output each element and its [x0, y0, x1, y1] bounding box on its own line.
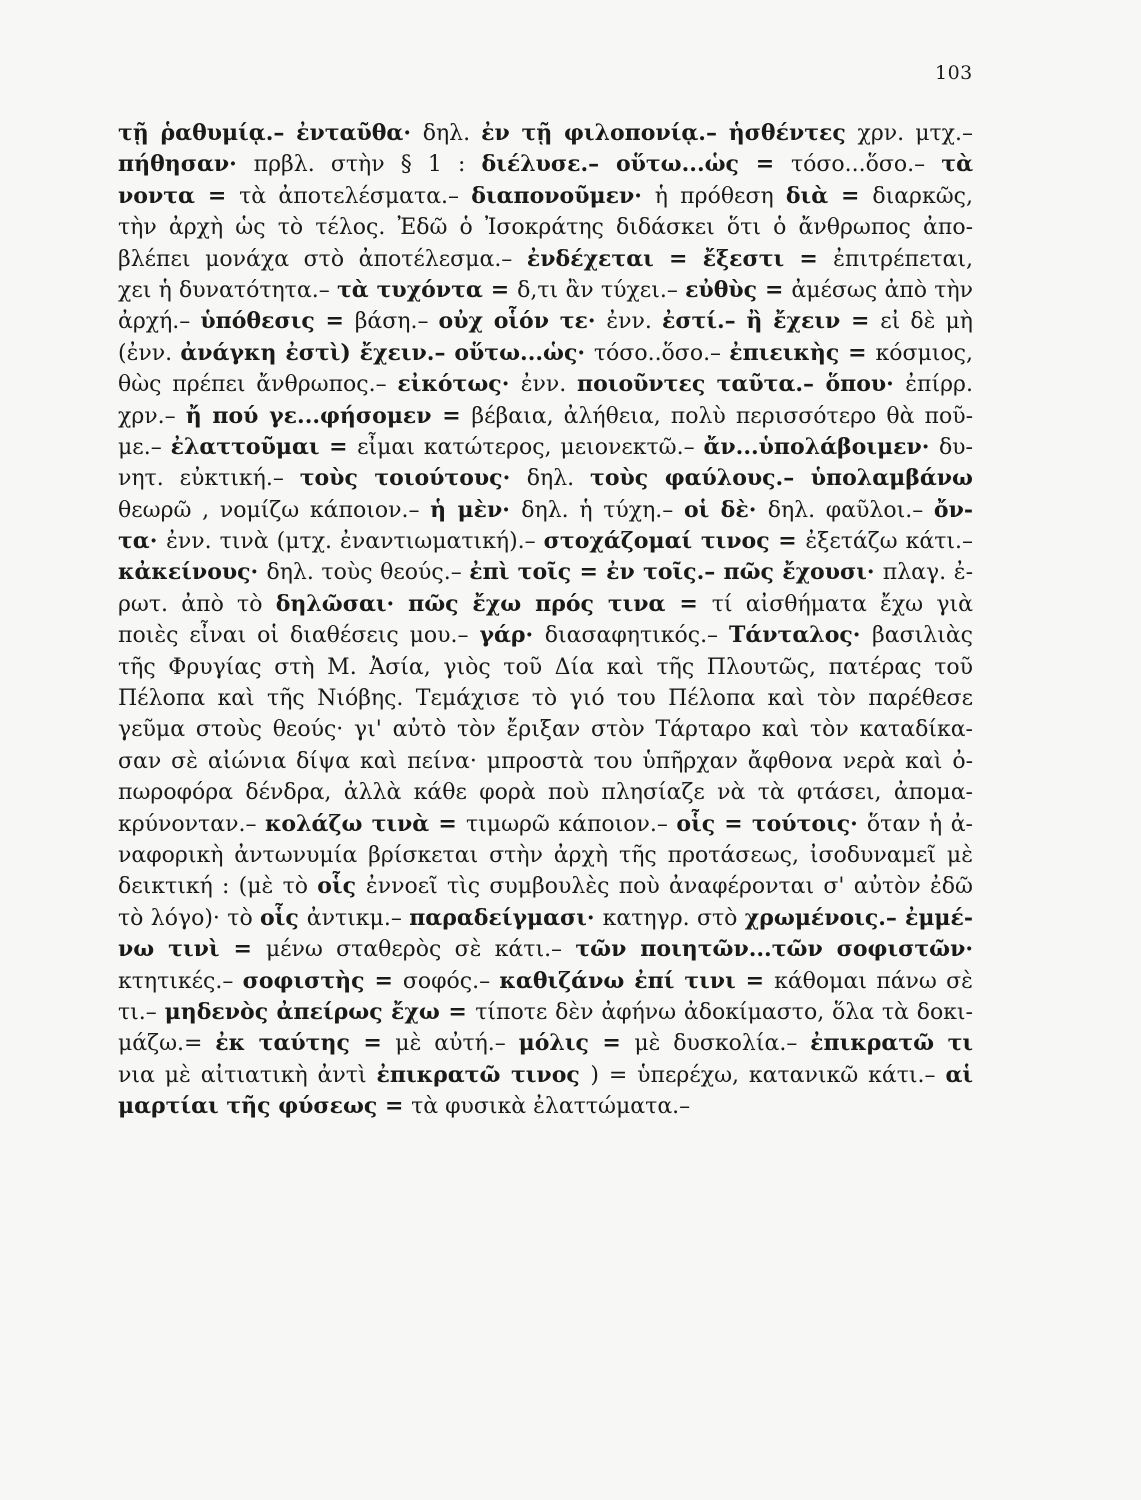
text-line — [118, 777, 973, 808]
plain-text: θὼς πρέπει ἄνθρωπος.– — [118, 372, 398, 398]
bold-term: γάρ· — [479, 622, 545, 649]
bold-term: μόλις = — [518, 1030, 635, 1057]
bold-term: ἐλαττοῦμαι = — [170, 433, 358, 460]
plain-text: με.– — [118, 434, 171, 460]
bold-term: μηδενὸς ἀπείρως ἔχω = — [164, 998, 476, 1025]
plain-text: δυ- — [938, 434, 973, 460]
text-line — [118, 495, 973, 526]
page-number: 103 — [935, 62, 973, 84]
bold-term: τὰ — [941, 151, 973, 178]
bold-term: διὰ = — [785, 182, 873, 209]
text-line — [118, 683, 973, 714]
plain-text: γεῦμα στοὺς θεούς· γι' αὐτὸ τὸν ἔριξαν στὸν Τάρταρο καὶ τὸν καταδίκα- — [118, 717, 973, 743]
text-line — [118, 746, 973, 777]
text-line — [118, 526, 973, 557]
plain-text: ) = ὑπερέχω, κατανικῶ κάτι.– — [590, 1062, 946, 1088]
bold-term: ἐπιεικὴς = — [729, 339, 876, 366]
text-line — [118, 181, 973, 212]
plain-text: δηλ. — [526, 466, 591, 492]
plain-text: τὴν ἀρχὴ ὡς τὸ τέλος. Ἐδῶ ὁ Ἰσοκράτης διδάσκει ὅτι ὁ ἄνθρωπος ἀπο- — [118, 215, 973, 241]
bold-term: σοφιστὴς = — [242, 967, 403, 994]
bold-term: παραδείγμασι· — [409, 904, 603, 931]
plain-text: σαν σὲ αἰώνια δίψα καὶ πείνα· μπροστὰ του ὑπῆρχαν ἄφθονα νερὰ καὶ ὀ- — [118, 748, 973, 774]
bold-term: καθιζάνω ἐπί τινι = — [499, 967, 775, 994]
bold-term: ἐπικρατῶ τινος — [376, 1061, 591, 1088]
bold-term: τῇ ῥαθυμίᾳ.– — [118, 120, 297, 146]
bold-term: τοὺς τοιούτους· — [299, 465, 527, 492]
plain-text: εἶμαι κατώτερος, μειονεκτῶ.– — [357, 434, 704, 460]
bold-term: ἐστί.– — [661, 308, 747, 335]
plain-text: τὰ φυσικὰ ἐλαττώματα.– — [411, 1094, 691, 1120]
plain-text: ἐπιτρέπεται, — [833, 246, 973, 272]
plain-text: διαρκῶς, — [872, 183, 973, 209]
bold-term: νοντα = — [118, 182, 240, 209]
bold-term: οὕτω...ὡς· — [454, 339, 594, 366]
bold-term: κολάζω τινὰ = — [264, 810, 466, 837]
plain-text: δηλ. ἡ τύχη.– — [521, 497, 684, 523]
bold-term: ὄν- — [933, 496, 973, 523]
bold-term: κἀκείνους· — [118, 559, 267, 586]
plain-text: μένω σταθερὸς σὲ κάτι.– — [265, 937, 576, 963]
bold-term: μαρτίαι τῆς φύσεως = — [118, 1093, 412, 1120]
bold-term: τα· — [118, 528, 167, 555]
text-line — [118, 1091, 973, 1122]
plain-text: ρωτ. ἀπὸ τὸ — [118, 591, 276, 617]
bold-term: νω τινὶ = — [118, 936, 266, 963]
plain-text: εἰ δὲ μὴ — [880, 309, 973, 335]
commentary-text — [118, 118, 973, 1123]
bold-term: ἡσθέντες — [728, 120, 858, 146]
plain-text: δηλ. — [422, 121, 482, 146]
bold-term: ἐπικρατῶ τι — [810, 1030, 973, 1057]
plain-text: ἐνν. — [606, 309, 662, 335]
bold-term: διαπονοῦμεν· — [471, 182, 655, 209]
plain-text: τι.– — [118, 999, 165, 1025]
plain-text: τῆς Φρυγίας στὴ Μ. Ἀσία, γιὸς τοῦ Δία καὶ τῆς Πλουτῶς, πατέρας τοῦ — [118, 654, 973, 680]
bold-term: ἐνταῦθα· — [296, 120, 423, 146]
bold-term: ἡ μὲν· — [430, 496, 522, 523]
text-line — [118, 589, 973, 620]
bold-term: ὑπόθεσις = — [200, 308, 355, 335]
plain-text: ἐννοεῖ τὶς συμβουλὲς ποὺ ἀναφέρονται σ' αὐτὸν ἐδῶ — [365, 874, 973, 900]
bold-term: οἷς = τούτοις· — [676, 810, 867, 837]
bold-term: εὐθὺς = — [685, 276, 792, 303]
plain-text: βέβαια, ἀλήθεια, πολὺ περισσότερο θὰ ποῦ- — [471, 403, 973, 429]
plain-text: πλαγ. ἐ- — [882, 560, 973, 586]
text-line — [118, 244, 973, 275]
text-line — [118, 1028, 973, 1059]
text-line — [118, 149, 973, 180]
bold-term: δηλῶσαι· πῶς ἔχω πρός τινα = — [275, 590, 712, 617]
plain-text: σοφός.– — [402, 968, 500, 994]
bold-term: ἢ ἔχειν = — [746, 308, 881, 335]
plain-text: ἀντικμ.– — [306, 905, 410, 931]
text-line — [118, 338, 973, 369]
bold-term: διέλυσε.– — [481, 151, 616, 178]
bold-term: τοὺς φαύλους.– — [590, 465, 811, 492]
text-line — [118, 432, 973, 463]
bold-term: ἐνδέχεται = ἔξεστι = — [526, 245, 834, 272]
plain-text: Πέλοπα καὶ τῆς Νιόβης. Τεμάχισε τὸ γιό του Πέλοπα καὶ τὸν παρέθεσε — [118, 686, 973, 712]
bold-term: οἷς — [317, 873, 366, 900]
bold-term: ὅπου· — [825, 371, 906, 398]
bold-term: ἐπὶ τοῖς = ἐν τοῖς.– — [469, 559, 724, 586]
bold-term: ὑπολαμβάνω — [810, 465, 973, 492]
plain-text: ἀμέσως ἀπὸ τὴν — [791, 277, 973, 303]
text-line — [118, 118, 973, 149]
plain-text: μὲ δυσκολία.– — [634, 1031, 811, 1057]
text-line — [118, 652, 973, 683]
plain-text: βάση.– — [354, 309, 439, 335]
plain-text: δηλ. φαῦλοι.– — [767, 497, 934, 523]
plain-text: τὸ λόγο)· τὸ — [118, 905, 261, 931]
plain-text: κάθομαι πάνω σὲ — [774, 968, 973, 994]
plain-text: κτητικές.– — [118, 968, 243, 994]
text-line — [118, 997, 973, 1028]
bold-term: οὐχ οἷόν τε· — [438, 308, 607, 335]
bold-term: ἄν...ὑπολάβοιμεν· — [703, 433, 939, 460]
text-line — [118, 401, 973, 432]
plain-text: ἐξετάζω κάτι.– — [805, 529, 973, 555]
text-line — [118, 966, 973, 997]
text-line — [118, 463, 973, 494]
text-line — [118, 934, 973, 965]
plain-text: θεωρῶ , νομίζω κάποιον.– — [118, 497, 431, 523]
plain-text: βασιλιὰς — [872, 623, 973, 649]
text-line — [118, 557, 973, 588]
plain-text: νια μὲ αἰτιατικὴ ἀντὶ — [118, 1062, 377, 1088]
plain-text: ἐνν. — [520, 372, 578, 398]
text-line — [118, 840, 973, 871]
bold-term: τῶν ποιητῶν...τῶν σοφιστῶν· — [575, 936, 973, 963]
plain-text: διασαφητικός.– — [544, 623, 729, 649]
plain-text: χρν. μτχ.– — [857, 121, 973, 146]
plain-text: τίποτε δὲν ἀφήνω ἀδοκίμαστο, ὅλα τὰ δοκι- — [475, 999, 973, 1025]
plain-text: ναφορικὴ ἀντωνυμία βρίσκεται στὴν ἀρχὴ τῆς προτάσεως, ἰσοδυναμεῖ μὲ — [118, 842, 973, 868]
text-line — [118, 871, 973, 902]
text-line — [118, 1060, 973, 1091]
bold-term: ἐν τῇ φιλοπονίᾳ.– — [481, 120, 729, 146]
text-line — [118, 306, 973, 337]
text-line — [118, 809, 973, 840]
bold-term: εἰκότως· — [397, 371, 521, 398]
plain-text: πρβλ. στὴν § 1 : — [253, 152, 482, 178]
bold-term: ποιοῦντες ταῦτα.– — [577, 371, 826, 398]
text-line — [118, 212, 973, 243]
plain-text: τιμωρῶ κάποιον.– — [465, 811, 677, 837]
bold-term: πῶς ἔχουσι· — [723, 559, 883, 586]
bold-term: οὕτω...ὡς = — [615, 151, 791, 178]
plain-text: ἡ πρόθεση — [654, 183, 786, 209]
bold-term: Τάνταλος· — [728, 622, 873, 649]
bold-term: οἱ δὲ· — [683, 496, 768, 523]
bold-term: χρωμένοις.– ἐμμέ- — [744, 904, 973, 931]
bold-term: ἀνάγκη ἐστὶ) ἔχειν.– — [180, 339, 455, 366]
plain-text: ἐνν. τινὰ (μτχ. ἐναντιωματική).– — [166, 529, 544, 555]
plain-text: δ,τι ἂν τύχει.– — [517, 277, 686, 303]
text-line — [118, 620, 973, 651]
plain-text: χει ἡ δυνατότητα.– — [118, 277, 337, 303]
plain-text: ποιὲς εἶναι οἱ διαθέσεις μου.– — [118, 623, 480, 649]
plain-text: βλέπει μονάχα στὸ ἀποτέλεσμα.– — [118, 246, 527, 272]
bold-term: τὰ τυχόντα = — [336, 276, 518, 303]
text-line — [118, 714, 973, 745]
plain-text: κρύνονταν.– — [118, 811, 265, 837]
plain-text: δεικτική : (μὲ τὸ — [118, 874, 318, 900]
bold-term: πήθησαν· — [118, 151, 254, 178]
plain-text: μάζω.= — [118, 1031, 216, 1057]
plain-text: ἐπίρρ. — [905, 372, 973, 398]
plain-text: κατηγρ. στὸ — [602, 905, 745, 931]
bold-term: οἷς — [260, 904, 307, 931]
plain-text: χρν.– — [118, 403, 186, 429]
bold-term: στοχάζομαί τινος = — [543, 528, 806, 555]
plain-text: ὅταν ἡ ἀ- — [866, 811, 973, 837]
plain-text: δηλ. τοὺς θεούς.– — [266, 560, 470, 586]
plain-text: μὲ αὐτή.– — [395, 1031, 519, 1057]
plain-text: τόσο..ὅσο.– — [593, 340, 730, 366]
plain-text: νητ. εὐκτική.– — [118, 466, 300, 492]
plain-text: (ἐνν. — [118, 340, 181, 366]
bold-term: αἱ — [945, 1061, 973, 1088]
plain-text: τὰ ἀποτελέσματα.– — [239, 183, 472, 209]
plain-text: τί αἰσθήματα ἔχω γιὰ — [711, 591, 973, 617]
plain-text: κόσμιος, — [875, 340, 973, 366]
plain-text: ἀρχή.– — [118, 309, 201, 335]
bold-term: ἐκ ταύτης = — [215, 1030, 396, 1057]
bold-term: ἤ πού γε...φήσομεν = — [185, 402, 472, 429]
plain-text: τόσο...ὅσο.– — [790, 152, 942, 178]
text-line — [118, 369, 973, 400]
text-line — [118, 275, 973, 306]
plain-text: πωροφόρα δένδρα, ἀλλὰ κάθε φορὰ ποὺ πλησίαζε νὰ τὰ φτάσει, ἀπομα- — [118, 780, 973, 806]
text-line — [118, 903, 973, 934]
